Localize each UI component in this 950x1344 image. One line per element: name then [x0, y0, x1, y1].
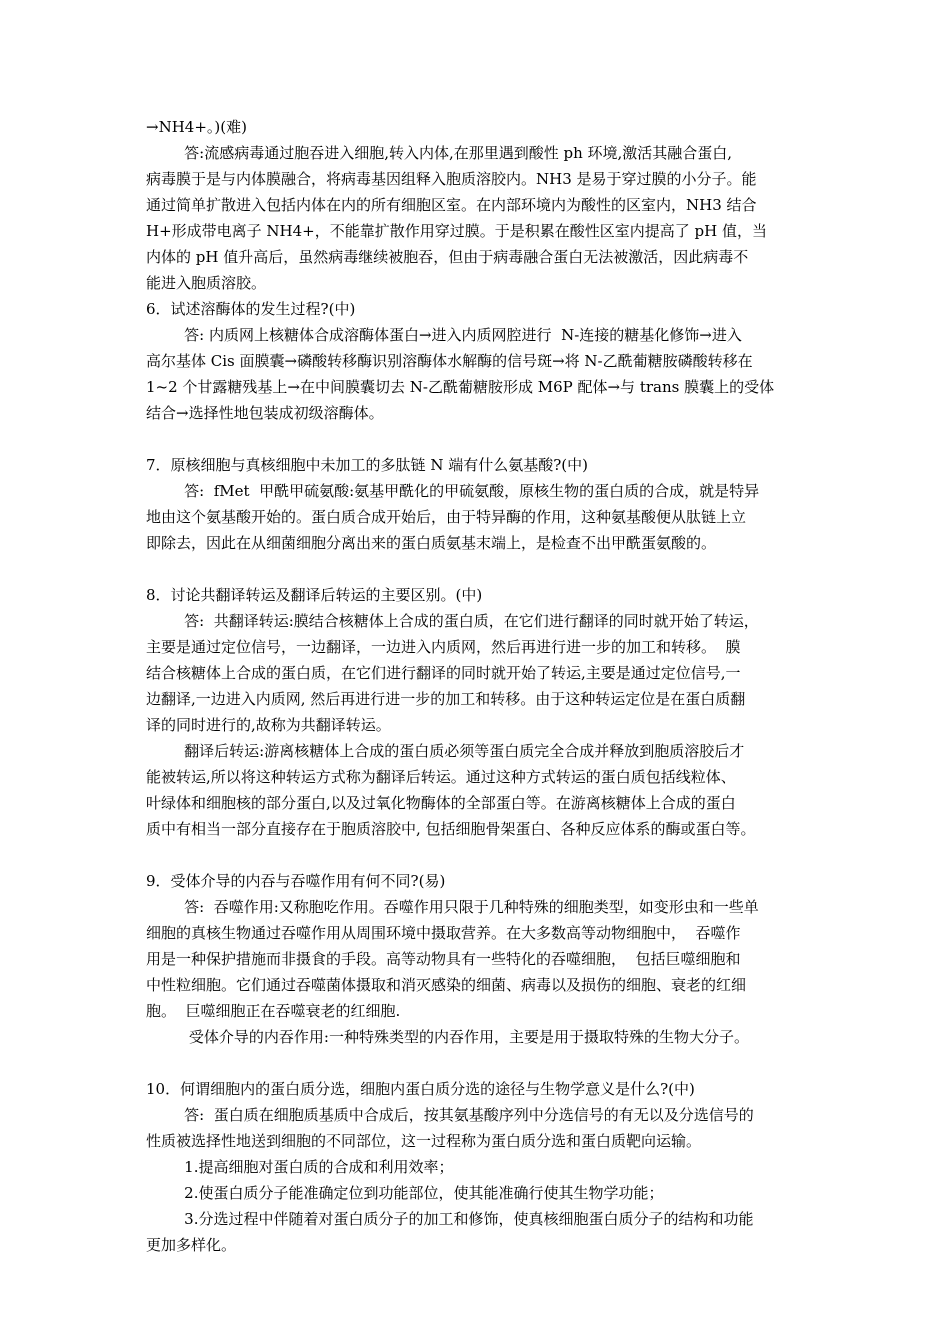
blank-line	[146, 556, 818, 582]
text-line: 中性粒细胞。它们通过吞噬菌体摄取和消灭感染的细菌、病毒以及损伤的细胞、衰老的红细	[146, 976, 747, 994]
text-line: 结合核糖体上合成的蛋白质，在它们进行翻译的同时就开始了转运,主要是通过定位信号,一	[146, 664, 741, 682]
question-heading: 6．试述溶酶体的发生过程?(中)	[146, 300, 356, 318]
text-line: 高尔基体 Cis 面膜囊→磷酸转移酶识别溶酶体水解酶的信号斑→将 N-乙酰葡糖胺磷酸转移在	[146, 352, 753, 370]
list-item: 2.使蛋白质分子能准确定位到功能部位，使其能准确行使其生物学功能；	[146, 1184, 664, 1202]
text-line: →NH4+。)(难)	[146, 118, 247, 136]
question-heading: 8．讨论共翻译转运及翻译后转运的主要区别。(中)	[146, 586, 483, 604]
text-line: 答:流感病毒通过胞吞进入细胞,转入内体,在那里遇到酸性 ph 环境,激活其融合蛋白,	[146, 144, 733, 162]
text-line: 病毒膜于是与内体膜融合，将病毒基因组释入胞质溶胶内。NH3 是易于穿过膜的小分子。能	[146, 170, 757, 188]
question-heading: 10．何谓细胞内的蛋白质分选，细胞内蛋白质分选的途径与生物学意义是什么?(中)	[146, 1080, 695, 1098]
text-line: 胞。 巨噬细胞正在吞噬衰老的红细胞.	[146, 1002, 401, 1020]
text-line: 更加多样化。	[146, 1236, 237, 1254]
text-line: 用是一种保护措施而非摄食的手段。高等动物具有一些特化的吞噬细胞， 包括巨噬细胞和	[146, 950, 741, 968]
text-line: 质中有相当一部分直接存在于胞质溶胶中, 包括细胞骨架蛋白、各种反应体系的酶或蛋白等。	[146, 820, 756, 838]
text-line: 内体的 pH 值升高后，虽然病毒继续被胞吞，但由于病毒融合蛋白无法被激活，因此病毒不	[146, 248, 749, 266]
text-line: 答: 共翻译转运:膜结合核糖体上合成的蛋白质，在它们进行翻译的同时就开始了转运，	[146, 612, 759, 630]
text-line: 地由这个氨基酸开始的。蛋白质合成开始后，由于特异酶的作用，这种氨基酸便从肽链上立	[146, 508, 747, 526]
text-line: 1~2 个甘露糖残基上→在中间膜囊切去 N-乙酰葡糖胺形成 M6P 配体→与 trans 膜囊上的受体	[146, 378, 775, 396]
document-page	[146, 114, 818, 1258]
question-heading: 7．原核细胞与真核细胞中未加工的多肽链 N 端有什么氨基酸?(中)	[146, 456, 588, 474]
text-line: 答: 吞噬作用:又称胞吃作用。吞噬作用只限于几种特殊的细胞类型，如变形虫和一些单	[146, 898, 759, 916]
text-line: 答: 内质网上核糖体合成溶酶体蛋白→进入内质网腔进行 N-连接的糖基化修饰→进入	[146, 326, 742, 344]
text-line: 主要是通过定位信号，一边翻译，一边进入内质网，然后再进行进一步的加工和转移。 膜	[146, 638, 741, 656]
text-line: 能进入胞质溶胶。	[146, 274, 267, 292]
text-line: 边翻译,一边进入内质网, 然后再进行进一步的加工和转移。由于这种转运定位是在蛋白质翻	[146, 690, 746, 708]
question-heading: 9．受体介导的内吞与吞噬作用有何不同?(易)	[146, 872, 446, 890]
text-line: 细胞的真核生物通过吞噬作用从周围环境中摄取营养。在大多数高等动物细胞中， 吞噬作	[146, 924, 741, 942]
blank-line	[146, 842, 818, 868]
list-item: 3.分选过程中伴随着对蛋白质分子的加工和修饰，使真核细胞蛋白质分子的结构和功能	[146, 1210, 754, 1228]
text-line: 译的同时进行的,故称为共翻译转运。	[146, 716, 391, 734]
text-line: 叶绿体和细胞核的部分蛋白,以及过氧化物酶体的全部蛋白等。在游离核糖体上合成的蛋白	[146, 794, 736, 812]
text-line: H+形成带电离子 NH4+，不能靠扩散作用穿过膜。于是积累在酸性区室内提高了 pH 值，当	[146, 222, 767, 240]
text-line: 即除去，因此在从细菌细胞分离出来的蛋白质氨基末端上，是检查不出甲酰蛋氨酸的。	[146, 534, 717, 552]
blank-line	[146, 426, 818, 452]
text-line: 通过简单扩散进入包括内体在内的所有细胞区室。在内部环境内为酸性的区室内，NH3 结合	[146, 196, 757, 214]
text-line: 受体介导的内吞作用:一种特殊类型的内吞作用，主要是用于摄取特殊的生物大分子。	[146, 1028, 749, 1046]
text-line: 能被转运,所以将这种转运方式称为翻译后转运。通过这种方式转运的蛋白质包括线粒体、	[146, 768, 736, 786]
text-line: 性质被选择性地送到细胞的不同部位，这一过程称为蛋白质分选和蛋白质靶向运输。	[146, 1132, 702, 1150]
text-line: 翻译后转运:游离核糖体上合成的蛋白质必须等蛋白质完全合成并释放到胞质溶胶后才	[146, 742, 745, 760]
blank-line	[146, 1050, 818, 1076]
text-line: 答: 蛋白质在细胞质基质中合成后，按其氨基酸序列中分选信号的有无以及分选信号的	[146, 1106, 754, 1124]
list-item: 1.提高细胞对蛋白质的合成和利用效率；	[146, 1158, 454, 1176]
text-line: 结合→选择性地包装成初级溶酶体。	[146, 404, 384, 422]
text-line: 答: fMet 甲酰甲硫氨酸:氨基甲酰化的甲硫氨酸，原核生物的蛋白质的合成，就是特异	[146, 482, 760, 500]
